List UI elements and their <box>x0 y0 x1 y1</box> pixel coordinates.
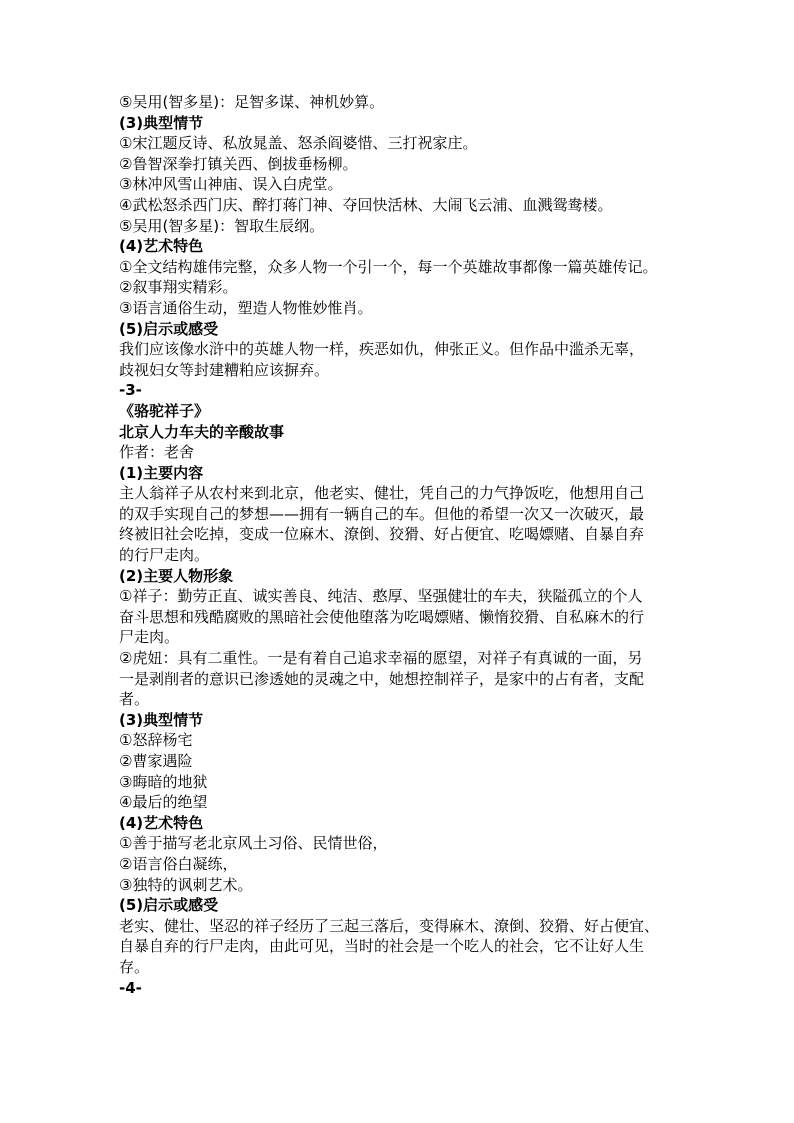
text-line: ⑤吴用(智多星)：智取生辰纲。 <box>119 216 325 235</box>
text-line: 我们应该像水浒中的英雄人物一样，疾恶如仇，伸张正义。但作品中滥杀无辜， <box>119 340 645 359</box>
text-line: 的双手实现自己的梦想——拥有一辆自己的车。但他的希望一次又一次破灭，最 <box>119 504 645 523</box>
text-line: ③语言通俗生动，塑造人物惟妙惟肖。 <box>119 298 373 317</box>
section-heading: (5)启示或感受 <box>119 896 219 915</box>
text-line: 歧视妇女等封建糟粕应该摒弃。 <box>119 360 330 379</box>
document-page <box>119 92 685 998</box>
text-line: ⑤吴用(智多星)：足智多谋、神机妙算。 <box>119 93 385 111</box>
text-line: ④武松怒杀西门庆、醉打蒋门神、夺回快活林、大闹飞云浦、血溅鸳鸯楼。 <box>119 195 613 214</box>
text-line: ②语言俗白凝练， <box>119 854 238 873</box>
text-line: ①宋江题反诗、私放晁盖、怒杀阎婆惜、三打祝家庄。 <box>119 134 478 153</box>
text-line: ①善于描写老北京风土习俗、民情世俗， <box>119 834 388 853</box>
section-heading: (1)主要内容 <box>119 463 204 482</box>
text-line: 的行尸走肉。 <box>119 546 210 565</box>
text-line: ①全文结构雄伟完整，众多人物一个引一个，每一个英雄故事都像一篇英雄传记。 <box>119 257 658 276</box>
text-line: ③独特的讽刺艺术。 <box>119 875 253 894</box>
text-line: 存。 <box>119 957 150 976</box>
section-heading: (3)典型情节 <box>119 113 204 132</box>
text-line: 终被旧社会吃掉，变成一位麻木、潦倒、狡猾、好占便宜、吃喝嫖赌、自暴自弃 <box>119 525 645 544</box>
section-heading: (4)艺术特色 <box>119 237 204 256</box>
text-line: 尸走肉。 <box>119 628 180 647</box>
text-line: ②曹家遇险 <box>119 752 193 770</box>
text-line: ①祥子：勤劳正直、诚实善良、纯洁、憨厚、坚强健壮的车夫，狭隘孤立的个人 <box>119 587 643 606</box>
section-heading: (5)启示或感受 <box>119 319 219 338</box>
text-line: 一是剥削者的意识已渗透她的灵魂之中，她想控制祥子，是家中的占有者，支配 <box>119 669 645 688</box>
text-line: ②叙事翔实精彩。 <box>119 278 238 297</box>
text-line: 老实、健壮、坚忍的祥子经历了三起三落后，变得麻木、潦倒、狡猾、好占便宜、 <box>119 916 660 935</box>
text-line: ④最后的绝望 <box>119 793 208 812</box>
text-line: 自暴自弃的行尸走肉，由此可见，当时的社会是一个吃人的社会，它不让好人生 <box>119 937 645 956</box>
text-line: ②鲁智深拳打镇关西、倒拔垂杨柳。 <box>119 154 358 173</box>
text-line: 者。 <box>119 690 150 709</box>
section-heading: (2)主要人物形象 <box>119 566 234 585</box>
text-line: ②虎妞：具有二重性。一是有着自己追求幸福的愿望，对祥子有真诚的一面，另 <box>119 649 643 668</box>
text-line: ③晦暗的地狱 <box>119 772 208 791</box>
section-heading: (4)艺术特色 <box>119 813 204 832</box>
section-heading: -3- <box>119 381 142 400</box>
text-line: 奋斗思想和残酷腐败的黑暗社会使他堕落为吃喝嫖赌、懒惰狡猾、自私麻木的行 <box>119 607 645 626</box>
section-heading: 《骆驼祥子》 <box>119 401 210 420</box>
text-line: ①怒辞杨宅 <box>119 731 193 750</box>
section-heading: 北京人力车夫的辛酸故事 <box>119 422 285 441</box>
text-line: ③林冲风雪山神庙、误入白虎堂。 <box>119 175 343 194</box>
text-line: 作者：老舍 <box>119 443 195 462</box>
section-heading: (3)典型情节 <box>119 710 204 729</box>
section-heading: -4- <box>119 978 142 997</box>
text-line: 主人翁祥子从农村来到北京，他老实、健壮，凭自己的力气挣饭吃，他想用自己 <box>119 484 645 503</box>
